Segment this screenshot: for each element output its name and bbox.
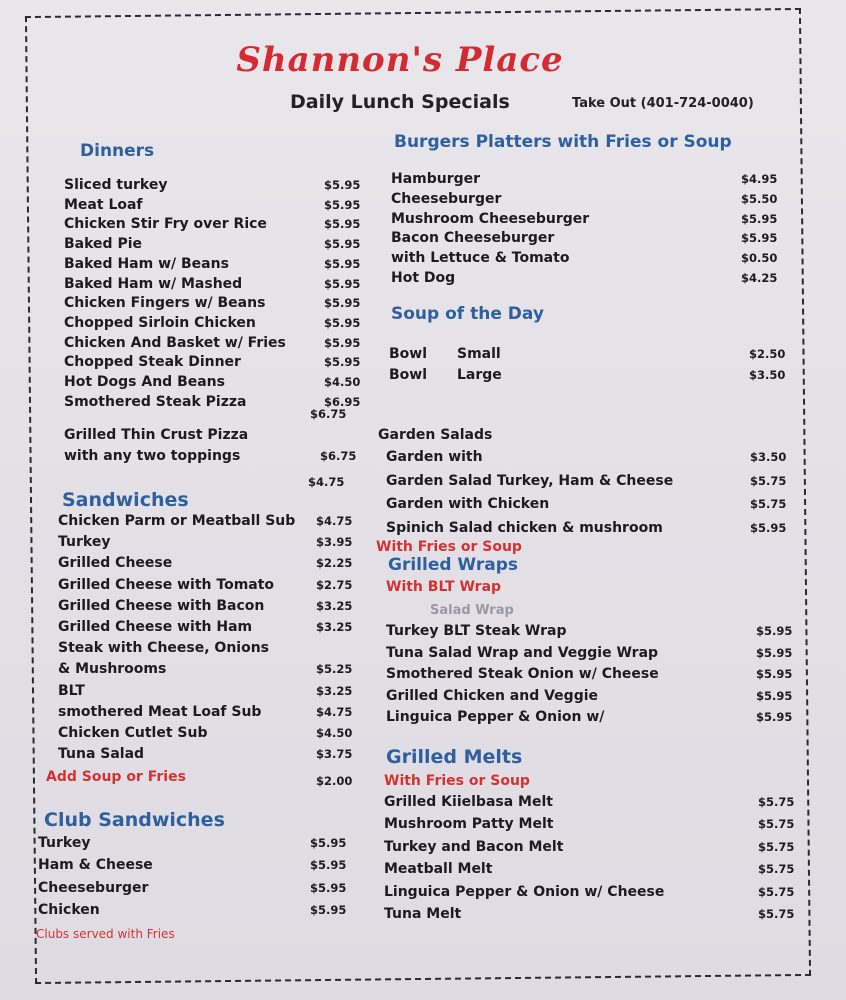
- item-name: Garden Salad Turkey, Ham & Cheese: [386, 472, 674, 489]
- sandwiches-heading: Sandwiches: [62, 489, 189, 511]
- item-name: Chicken Parm or Meatball Sub: [58, 513, 296, 529]
- item-name: Linguica Pepper & Onion w/: [386, 709, 605, 726]
- melts-heading: Grilled Melts: [386, 746, 523, 768]
- item-name: Baked Ham w/ Mashed: [64, 275, 243, 292]
- item-price: $5.95: [756, 710, 793, 725]
- item-name: Smothered Steak Onion w/ Cheese: [386, 666, 659, 683]
- item-name: Baked Ham w/ Beans: [64, 255, 229, 272]
- item-price: $5.75: [750, 473, 787, 488]
- item-name: Grilled Cheese with Bacon: [58, 597, 265, 614]
- item-price: $5.75: [750, 497, 787, 511]
- item-name: Chicken: [38, 901, 100, 918]
- item-price: $5.95: [756, 688, 793, 703]
- item-name: Chopped Sirloin Chicken: [64, 314, 256, 331]
- item-price: $5.75: [758, 839, 795, 854]
- item-price: $4.95: [741, 172, 778, 186]
- item-price: $3.50: [750, 450, 787, 464]
- item-name: Grilled Chicken and Veggie: [386, 687, 599, 704]
- item-name: Turkey: [58, 534, 111, 551]
- item-name: Hamburger: [391, 171, 481, 187]
- item-price: $0.50: [741, 251, 778, 266]
- item-price: $4.50: [316, 726, 353, 740]
- wraps-sub-line: With BLT Wrap: [386, 579, 502, 595]
- item-name: & Mushrooms: [58, 661, 167, 678]
- item-price: $5.95: [324, 256, 361, 271]
- item-price: $5.95: [310, 858, 347, 873]
- item-name: Cheeseburger: [38, 879, 149, 896]
- item-name: Chicken Cutlet Sub: [58, 725, 208, 741]
- item-name: Tuna Melt: [384, 906, 462, 922]
- item-name: Meatball Melt: [384, 861, 493, 878]
- item-price: $5.95: [324, 276, 361, 291]
- soup-heading: Soup of the Day: [391, 304, 544, 324]
- item-name: Tuna Salad: [58, 746, 145, 763]
- item-name: Turkey: [38, 835, 91, 851]
- restaurant-title: Shannon's Place: [236, 40, 564, 80]
- item-size: Small: [457, 346, 501, 362]
- item-price: $4.75: [316, 514, 353, 528]
- item-name: Chicken Fingers w/ Beans: [64, 295, 266, 312]
- item-name: Mushroom Cheeseburger: [391, 210, 590, 227]
- item-name: BLT: [58, 682, 85, 699]
- item-size: Large: [457, 367, 502, 383]
- item-price: $5.75: [758, 907, 795, 921]
- wraps-sub-line-2: Salad Wrap: [430, 603, 514, 618]
- item-price: $3.50: [749, 368, 786, 382]
- item-price: $4.25: [741, 271, 778, 285]
- item-price: $4.50: [324, 375, 361, 389]
- item-name: Steak with Cheese, Onions: [58, 640, 270, 657]
- item-price: $5.75: [758, 862, 795, 877]
- item-price: $5.95: [310, 836, 347, 850]
- item-price: $5.95: [310, 880, 347, 895]
- item-name: Spinich Salad chicken & mushroom: [386, 519, 663, 536]
- item-name: with Lettuce & Tomato: [391, 250, 570, 267]
- item-price: $2.75: [316, 577, 353, 592]
- item-name: Hot Dog: [391, 270, 456, 286]
- item-name: Grilled Cheese: [58, 555, 173, 572]
- item-name: Linguica Pepper & Onion w/ Cheese: [384, 883, 665, 900]
- item-price: $4.75: [316, 704, 353, 719]
- item-name: Sliced turkey: [64, 177, 168, 193]
- item-price: $5.95: [750, 520, 787, 535]
- item-price: $5.95: [324, 355, 361, 370]
- dinners-heading: Dinners: [80, 141, 155, 161]
- item-price: $3.75: [316, 747, 353, 762]
- item-name: Grilled Kiielbasa Melt: [384, 794, 553, 810]
- item-price: $5.95: [324, 296, 361, 311]
- item-price: $5.95: [324, 335, 361, 350]
- item-name: Bowl: [389, 346, 428, 362]
- item-price: $5.95: [741, 211, 778, 226]
- item-price: $5.95: [324, 197, 361, 212]
- item-name: Turkey BLT Steak Wrap: [386, 623, 567, 639]
- item-price: $5.75: [758, 795, 795, 809]
- item-name: Garden with: [386, 449, 483, 465]
- item-name: Smothered Steak Pizza: [64, 393, 247, 410]
- item-name: Hot Dogs And Beans: [64, 374, 225, 390]
- item-name: Cheeseburger: [391, 190, 502, 207]
- item-price: $5.95: [324, 178, 361, 192]
- item-price: $5.25: [316, 662, 353, 677]
- item-price: $3.25: [316, 598, 353, 613]
- item-name: Baked Pie: [64, 236, 142, 253]
- item-price: $5.75: [758, 884, 795, 899]
- clubs-note: Clubs served with Fries: [36, 927, 175, 941]
- item-price: $2.50: [749, 347, 786, 361]
- wraps-note: With Fries or Soup: [376, 539, 522, 555]
- item-name: Grilled Cheese with Tomato: [58, 576, 275, 593]
- burgers-heading: Burgers Platters with Fries or Soup: [394, 132, 732, 152]
- item-price: $5.95: [756, 667, 793, 682]
- item-name: smothered Meat Loaf Sub: [58, 703, 262, 720]
- item-price: $3.25: [316, 683, 353, 698]
- item-price: $6.95: [324, 394, 361, 409]
- item-name: Grilled Cheese with Ham: [58, 619, 253, 635]
- item-price: $5.95: [756, 645, 793, 660]
- page-subtitle: Daily Lunch Specials: [290, 91, 510, 113]
- item-name: Turkey and Bacon Melt: [384, 838, 564, 855]
- item-name: Chicken And Basket w/ Fries: [64, 334, 286, 351]
- item-name: Chopped Steak Dinner: [64, 354, 241, 371]
- item-price: $5.95: [741, 231, 778, 246]
- take-out-phone: Take Out (401-724-0040): [572, 96, 754, 111]
- item-name: Ham & Cheese: [38, 857, 153, 874]
- item-price: $3.95: [316, 535, 353, 550]
- melts-note: With Fries or Soup: [384, 773, 530, 789]
- item-name: Bowl: [389, 367, 428, 383]
- item-name: Garden with Chicken: [386, 496, 550, 512]
- item-price: $5.95: [324, 315, 361, 330]
- item-name: Bacon Cheeseburger: [391, 230, 555, 247]
- item-name: Tuna Salad Wrap and Veggie Wrap: [386, 644, 659, 661]
- item-name: Chicken Stir Fry over Rice: [64, 216, 267, 233]
- item-price: $3.25: [316, 620, 353, 634]
- item-price: $5.50: [741, 191, 778, 206]
- item-name: Mushroom Patty Melt: [384, 816, 554, 833]
- item-price: $5.95: [324, 237, 361, 252]
- item-price: $5.95: [324, 217, 361, 232]
- add-soup-or-fries: Add Soup or Fries: [46, 769, 186, 785]
- item-price: $5.75: [758, 817, 795, 832]
- item-price: $2.25: [316, 556, 353, 571]
- item-price: $5.95: [310, 902, 347, 917]
- item-price: $5.95: [756, 624, 793, 638]
- wraps-heading: Grilled Wraps: [388, 555, 519, 575]
- item-name: Meat Loaf: [64, 196, 143, 213]
- club-heading: Club Sandwiches: [44, 809, 225, 831]
